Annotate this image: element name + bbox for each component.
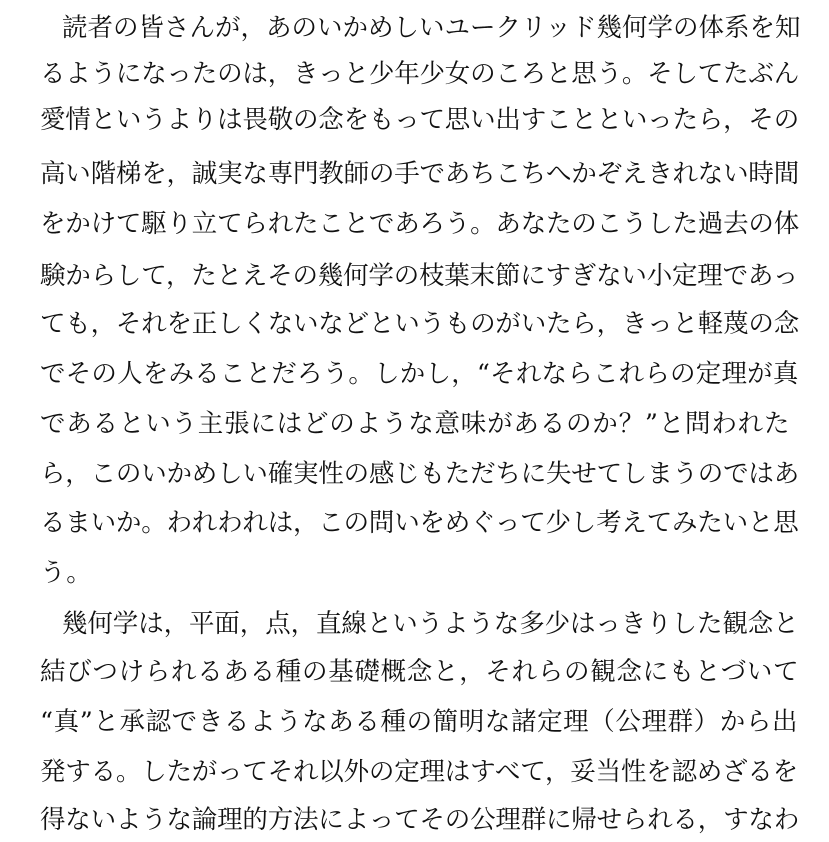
text-line: るようになったのは，きっと少年少女のころと思う。そしてたぶん — [40, 59, 800, 89]
text-line: 高い階梯を，誠実な専門教師の手であちこちへかぞえきれない時間 — [40, 159, 800, 189]
text-line: 読者の皆さんが，あのいかめしいユークリッド幾何学の体系を知 — [62, 13, 801, 43]
text-line: ても，それを正しくないなどというものがいたら，きっと軽蔑の念 — [40, 309, 800, 339]
text-line: であるという主張にはどのような意味があるのか？”と問われた — [40, 409, 791, 439]
text-line: 結びつけられるある種の基礎概念と，それらの観念にもとづいて — [40, 657, 800, 687]
text-line: 愛情というよりは畏敬の念をもって思い出すことといったら，その — [40, 105, 800, 135]
text-line: 幾何学は，平面，点，直線というような多少はっきりした観念と — [62, 609, 799, 639]
text-line: ら，このいかめしい確実性の感じもただちに失せてしまうのではあ — [40, 459, 800, 489]
text-line: う。 — [40, 558, 93, 588]
text-line: をかけて駆り立てられたことであろう。あなたのこうした過去の体 — [40, 209, 800, 239]
text-line: 験からして，たとえその幾何学の枝葉末節にすぎない小定理であっ — [40, 261, 799, 291]
text-line: るまいか。われわれは，この問いをめぐって少し考えてみたいと思 — [40, 508, 799, 538]
text-line: 発する。したがってそれ以外の定理はすべて，妥当性を認めざるを — [40, 757, 798, 787]
text-line: でその人をみることだろう。しかし，“それならこれらの定理が真 — [40, 359, 799, 389]
text-line: 得ないような論理的方法によってその公理群に帰せられる，すなわ — [40, 805, 800, 835]
text-line: “真”と承認できるようなある種の簡明な諸定理（公理群）から出 — [40, 707, 799, 737]
